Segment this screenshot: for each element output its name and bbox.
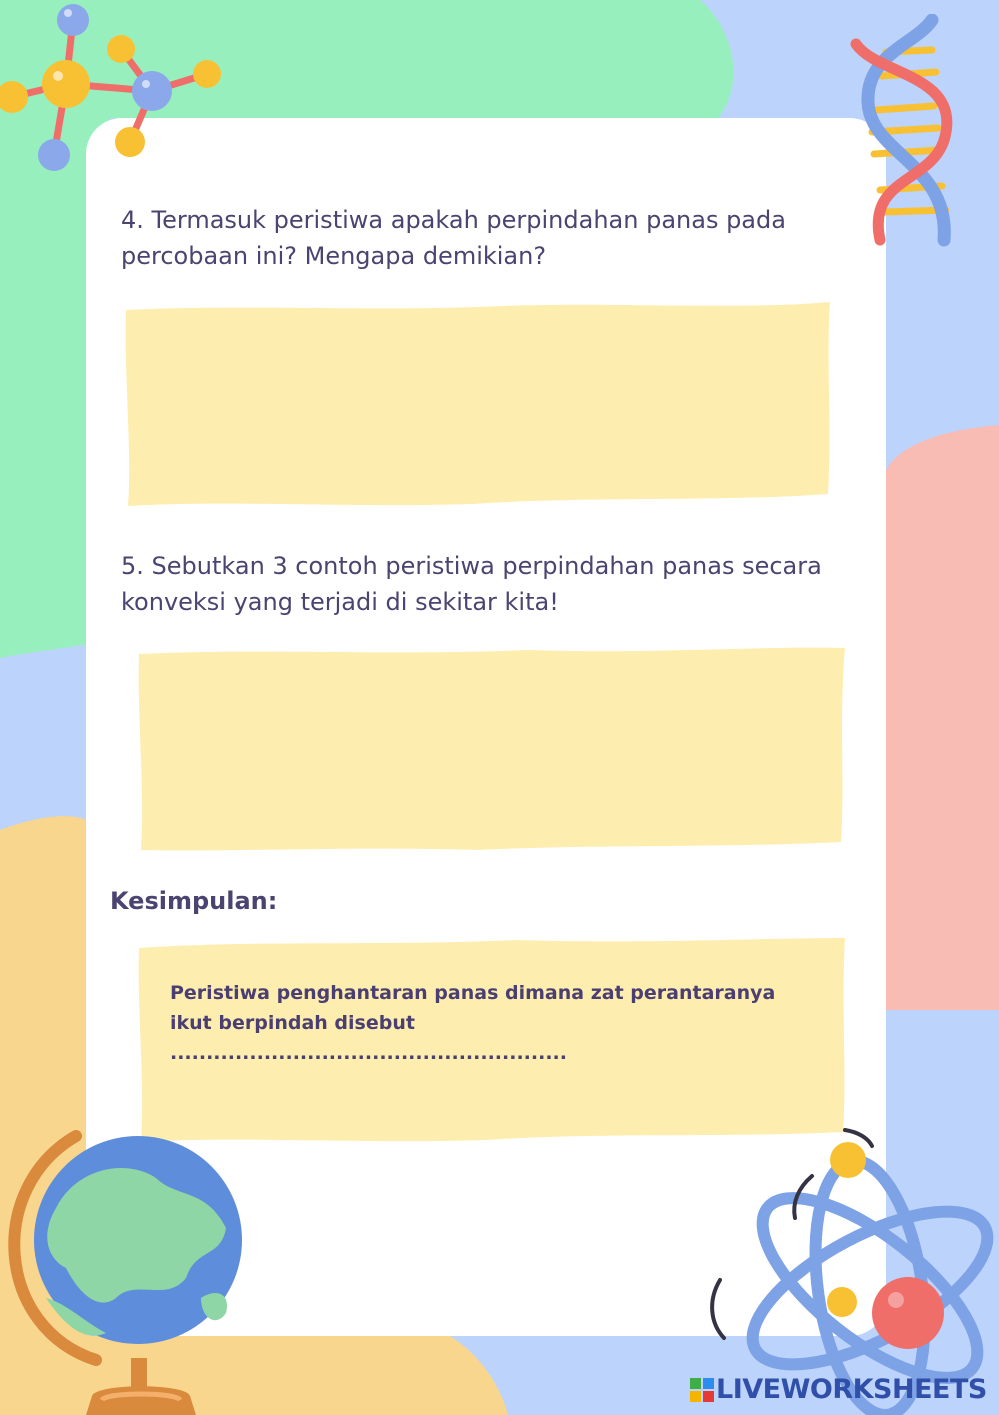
atom-icon [700,1128,999,1415]
conclusion-text: Peristiwa penghantaran panas dimana zat perantaranya ikut berpindah disebut ....................................................... [170,982,776,1064]
answer-box-shape [137,644,849,854]
question-4: 4. Termasuk peristiwa apakah perpindahan panas pada percobaan ini? Mengapa demikian? [121,206,786,270]
answer-box-question-4[interactable] [122,298,834,510]
question-5: 5. Sebutkan 3 contoh peristiwa perpindahan panas secara konveksi yang terjadi di sekitar kita! [121,552,822,616]
dna-helix-icon [846,14,970,250]
liveworksheets-brand[interactable] [690,1374,987,1405]
liveworksheets-logo-icon [690,1378,714,1402]
globe-icon [6,1128,256,1415]
answer-box-question-5[interactable] [137,644,849,854]
brand-name: LIVEWORKSHEETS [716,1374,987,1405]
answer-box-shape [122,298,834,510]
conclusion-heading: Kesimpulan: [110,887,278,915]
molecule-icon [0,0,230,175]
